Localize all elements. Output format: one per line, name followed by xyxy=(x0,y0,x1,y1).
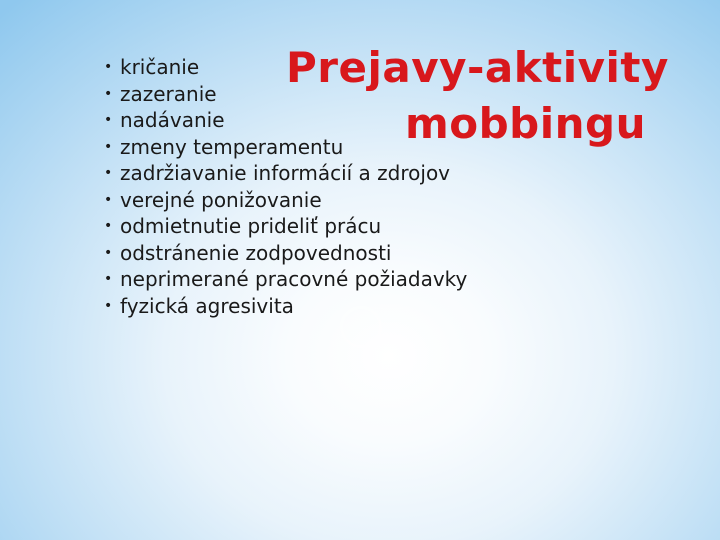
bullet-icon: • xyxy=(104,112,113,128)
list-item: • zazeranie xyxy=(104,81,217,106)
list-item: • verejné ponižovanie xyxy=(104,187,322,212)
bullet-icon: • xyxy=(104,191,113,208)
list-item: • kričanie xyxy=(104,55,200,79)
list-item: • zmeny temperamentu xyxy=(104,134,344,159)
bullet-icon: • xyxy=(104,165,113,181)
list-item: • fyzická agresivita xyxy=(104,293,294,318)
title-line-2: mobbingu xyxy=(404,99,646,148)
bullet-icon: • xyxy=(104,297,113,314)
bullet-list xyxy=(104,54,467,319)
list-item: • nadávanie xyxy=(104,108,225,132)
list-item: • odstránenie zodpovednosti xyxy=(104,240,392,265)
bullet-icon: • xyxy=(104,59,113,75)
list-item: • odmietnutie prideliť prácu xyxy=(104,214,382,238)
list-item: • neprimerané pracovné požiadavky xyxy=(104,267,468,291)
list-item: • zadržiavanie informácií a zdrojov xyxy=(104,161,451,185)
bullet-icon: • xyxy=(104,138,113,155)
bullet-icon: • xyxy=(104,271,113,287)
title-line-1: Prejavy-aktivity xyxy=(286,43,669,92)
bullet-icon: • xyxy=(104,218,113,234)
bullet-icon: • xyxy=(104,85,113,102)
bullet-icon: • xyxy=(104,244,113,261)
